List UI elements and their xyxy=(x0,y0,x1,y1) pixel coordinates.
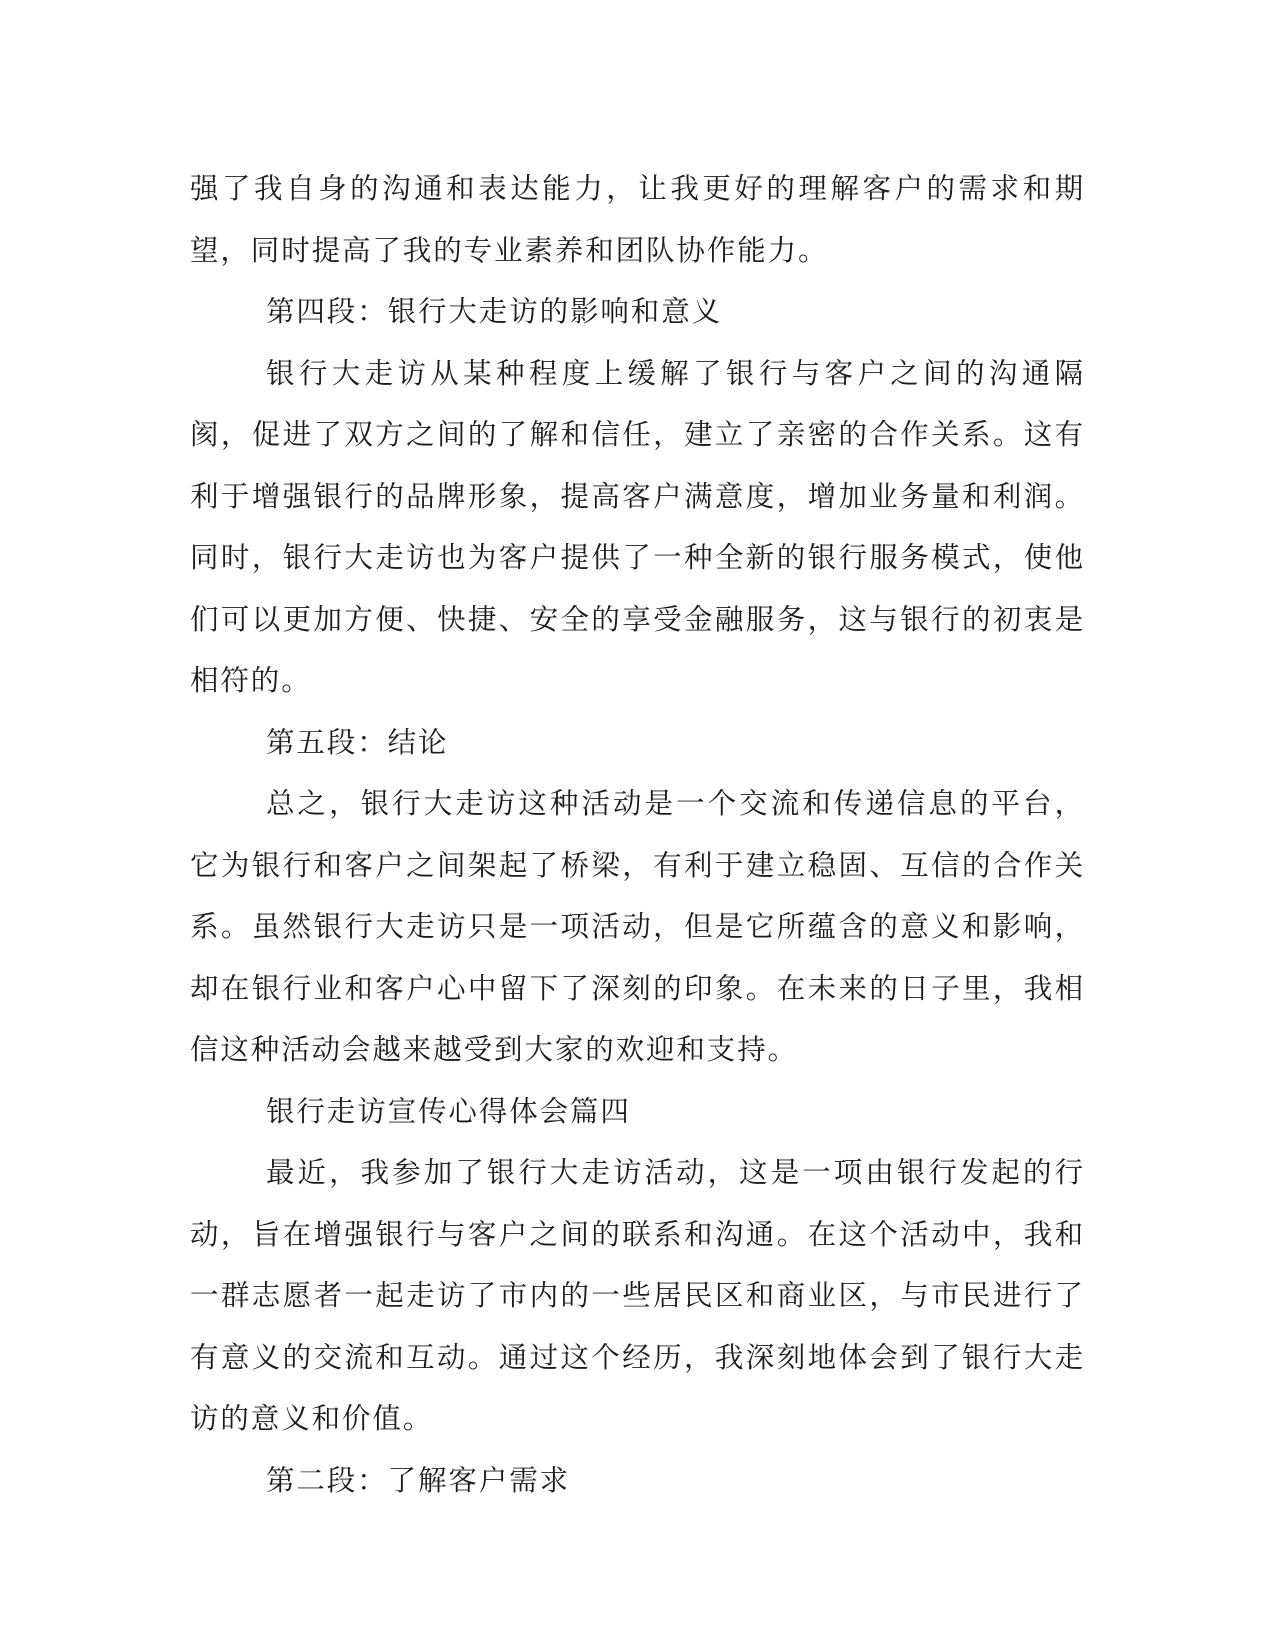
section-heading-5: 第五段：结论 xyxy=(266,725,449,759)
article-title: 银行走访宣传心得体会篇四 xyxy=(266,1094,631,1128)
paragraph-continuation: 强了我自身的沟通和表达能力，让我更好的理解客户的需求和期望，同时提高了我的专业素养和团队协作能力。 xyxy=(190,172,1085,267)
section-heading-2: 第二段：了解客户需求 xyxy=(266,1463,571,1497)
document-body xyxy=(190,158,1085,1511)
section-heading-4: 第四段：银行大走访的影响和意义 xyxy=(266,295,723,328)
paragraph-intro: 最近，我参加了银行大走访活动，这是一项由银行发起的行动，旨在增强银行与客户之间的联系和沟通。在这个活动中，我和一群志愿者一起走访了市内的一些居民区和商业区，与市民进行了有意义的交流和互动。通过这个经历，我深刻地体会到了银行大走访的意义和价值。 xyxy=(190,1156,1085,1435)
paragraph-conclusion: 总之，银行大走访这种活动是一个交流和传递信息的平台，它为银行和客户之间架起了桥梁，有利于建立稳固、互信的合作关系。虽然银行大走访只是一项活动，但是它所蕴含的意义和影响，却在银行业和客户心中留下了深刻的印象。在未来的日子里，我相信这种活动会越来越受到大家的欢迎和支持。 xyxy=(190,787,1085,1066)
paragraph-impact: 银行大走访从某种程度上缓解了银行与客户之间的沟通隔阂，促进了双方之间的了解和信任，建立了亲密的合作关系。这有利于增强银行的品牌形象，提高客户满意度，增加业务量和利润。同时，银行大走访也为客户提供了一种全新的银行服务模式，使他们可以更加方便、快捷、安全的享受金融服务，这与银行的初衷是相符的。 xyxy=(190,356,1085,697)
